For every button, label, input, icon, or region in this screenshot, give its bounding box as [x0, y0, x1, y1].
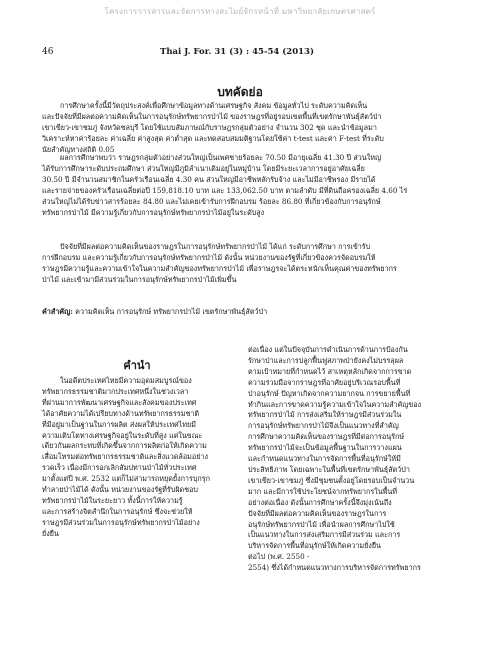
abstract-title: บทคัดย่อ	[217, 85, 263, 99]
keywords	[42, 307, 438, 318]
journal-reference: Thai J. For. 31 (3) : 45-54 (2013)	[160, 47, 314, 57]
introduction-left-column: ในอดีตประเทศไทยมีความอุดมสมบูรณ์ของ ทรัพยากรธรรมชาติมากประเทศหนึ่งในช่วงเวลา ที่ผ่านมาการพัฒนาเศรษฐกิจและสังคมของประเทศ ได้อาศัยความได้เปรียบทางด้านทรัพยากรธรรมชาติ ที่มีอยู่มาเป็นฐานในการผลิต ส่งผลให้ประเทศไทยมี ความเติบโตทางเศรษฐกิจอยู่ในระดับที่สูง แต่ในขณะ เดียวกันผลกระทบที่เกิดขึ้นจากการผลิตก่อให้เกิดความ เสื่อมโทรมต่อทรัพยากรธรรมชาติและสิ่งแวดล้อมอย่าง รวดเร็ว เนื่องมีการอกเลิกสัมปทานป่าไม้ทั่วประเทศ มาตั้งแต่ปี พ.ศ. 2532 แต่ก็ไม่สามารถหยุดยั้งการบุกรุก ทำลายป่าไม้ได้ ดังนั้น หน่วยงานของรัฐที่รับผิดชอบ ทรัพยากรป่าไม้ในระยะยาว ทั้งนี้การให้ความรู้ และการสร้างจิตสำนึกในการอนุรักษ์ ซึ่งจะช่วยให้ ราษฎรมีส่วนร่วมในการอนุรักษ์ทรัพยากรป่าไม้อย่าง ยั่งยืน	[42, 376, 210, 538]
introduction-title: คำนำ	[123, 359, 151, 372]
keywords-label: คำสำคัญ:	[42, 307, 73, 316]
abstract-paragraph-1: การศึกษาครั้งนี้มีวัตถุประสงค์เพื่อศึกษาข้อมูลทางด้านเศรษฐกิจ สังคม ข้อมูลทั่วไป ระดับความคิดเห็น และปัจจัยที่มีผลต่อความคิดเห็นในการอนุรักษ์ทรัพยากรป่าไม้ ของราษฎรที่อยู่รอบเขตพื้นที่เขตรักษาพันธุ์สัตว์ป่า เขาเขียว-เขาชมภู่ จังหวัดชลบุรี โดยใช้แบบสัมภาษณ์กับราษฎรกลุ่มตัวอย่าง จำนวน 302 ชุด และนำข้อมูลมา วิเคราะห์หาค่าร้อยละ ค่าเฉลี่ย ค่าสูงสุด ค่าต่ำสุด และทดสอบสมมติฐานโดยใช้ค่า t-test และค่า F-test ที่ระดับ นัยสำคัญทางสถิติ 0.05	[42, 101, 384, 154]
abstract-paragraph-2: ผลการศึกษาพบว่า ราษฎรกลุ่มตัวอย่างส่วนใหญ่เป็นเพศชายร้อยละ 70.50 มีอายุเฉลี่ย 41.30 ปี ส่วนใหญ่ ได้รับการศึกษาระดับประถมศึกษา ส่วนใหญ่มีภูมิลำเนาเดิมอยู่ในหมู่บ้าน โดยมีระยะเวลาการอยู่อาศัยเฉลี่ย 30.50 ปี มีจำนวนสมาชิกในครัวเรือนเฉลี่ย 4.30 คน ส่วนใหญ่มีอาชีพหลักรับจ้าง และไม่มีอาชีพรอง มีรายได้ และรายจ่ายของครัวเรือนเฉลี่ยต่อปี 159,818.10 บาท และ 133,062.50 บาท ตามลำดับ มีที่ดินถือครองเฉลี่ย 4.60 ไร่ ส่วนใหญ่ไม่ได้รับข่าวสารร้อยละ 84.80 และไม่เคยเข้ารับการฝึกอบรม ร้อยละ 86.80 ที่เกี่ยวข้องกับการอนุรักษ์ ทรัพยากรป่าไม้ มีความรู้เกี่ยวกับการอนุรักษ์ทรัพยากรป่าไม้อยู่ในระดับสูง	[42, 153, 408, 217]
watermark: โครงการวารสารและจัดการทางสะไมย์จักรหน้าที่ มหาวิทยาลัยเกษตรศาสตร์	[104, 7, 376, 16]
abstract-paragraph-3: ปัจจัยที่มีผลต่อความคิดเห็นของราษฎรในการอนุรักษ์ทรัพยากรป่าไม้ ได้แก่ ระดับการศึกษา การเข้ารับ การฝึกอบรม และความรู้เกี่ยวกับการอนุรักษ์ทรัพยากรป่าไม้ ดังนั้น หน่วยงานของรัฐที่เกี่ยวข้องควรจัดอบรมให้ ราษฎรมีความรู้และความเข้าใจในความสำคัญของทรัพยากรป่าไม้ เพื่อราษฎรจะได้ตระหนักเห็นคุณค่าของทรัพยากร ป่าไม้ และเข้ามามีส่วนร่วมในการอนุรักษ์ทรัพยากรป่าไม้เพิ่มขึ้น	[42, 242, 397, 284]
running-header	[42, 47, 438, 61]
introduction-right-column: ต่อเนื่อง แต่ในปัจจุบันการดำเนินการด้านการป้องกัน รักษาป่าและการปลูกฟื้นฟูสภาพป่ายังคงไม่บรรลุผล ตามเป้าหมายที่กำหนดไว้ สาเหตุหลักเกิดจากการขาด ความร่วมมือจากราษฎรที่อาศัยอยู่บริเวณรอบพื้นที่ ป่าอนุรักษ์ ปัญหาเกิดจากความยากจน การขยายพื้นที่ ทำกินและการขาดความรู้ความเข้าใจในความสำคัญของ ทรัพยากรป่าไม้ การส่งเสริมให้ราษฎรมีส่วนร่วมใน การอนุรักษ์ทรัพยากรป่าไม้จึงเป็นแนวทางที่สำคัญ การศึกษาความคิดเห็นของราษฎรที่มีต่อการอนุรักษ์ ทรัพยากรป่าไม้จะเป็นข้อมูลพื้นฐานในการวางแผน และกำหนดแนวทางในการจัดการพื้นที่อนุรักษ์ให้มี ประสิทธิภาพ โดยเฉพาะในพื้นที่เขตรักษาพันธุ์สัตว์ป่า เขาเขียว-เขาชมภู่ ซึ่งมีชุมชนตั้งอยู่โดยรอบเป็นจำนวน มาก และมีการใช้ประโยชน์จากทรัพยากรในพื้นที่ อย่างต่อเนื่อง ดังนั้นการศึกษาครั้งนี้จึงมุ่งเน้นถึง ปัจจัยที่มีผลต่อความคิดเห็นของราษฎรในการ อนุรักษ์ทรัพยากรป่าไม้ เพื่อนำผลการศึกษาไปใช้ เป็นแนวทางในการส่งเสริมการมีส่วนร่วม และการ บริหารจัดการพื้นที่อนุรักษ์ให้เกิดความยั่งยืน ต่อไป (พ.ศ. 2550 - 2554) ซึ่งได้กำหนดแนวทางการบริหารจัดการทรัพยากร	[248, 345, 422, 573]
page-number: 46	[42, 47, 54, 57]
keywords-text: ความคิดเห็น การอนุรักษ์ ทรัพยากรป่าไม้ เขตรักษาพันธุ์สัตว์ป่า	[72, 307, 268, 316]
